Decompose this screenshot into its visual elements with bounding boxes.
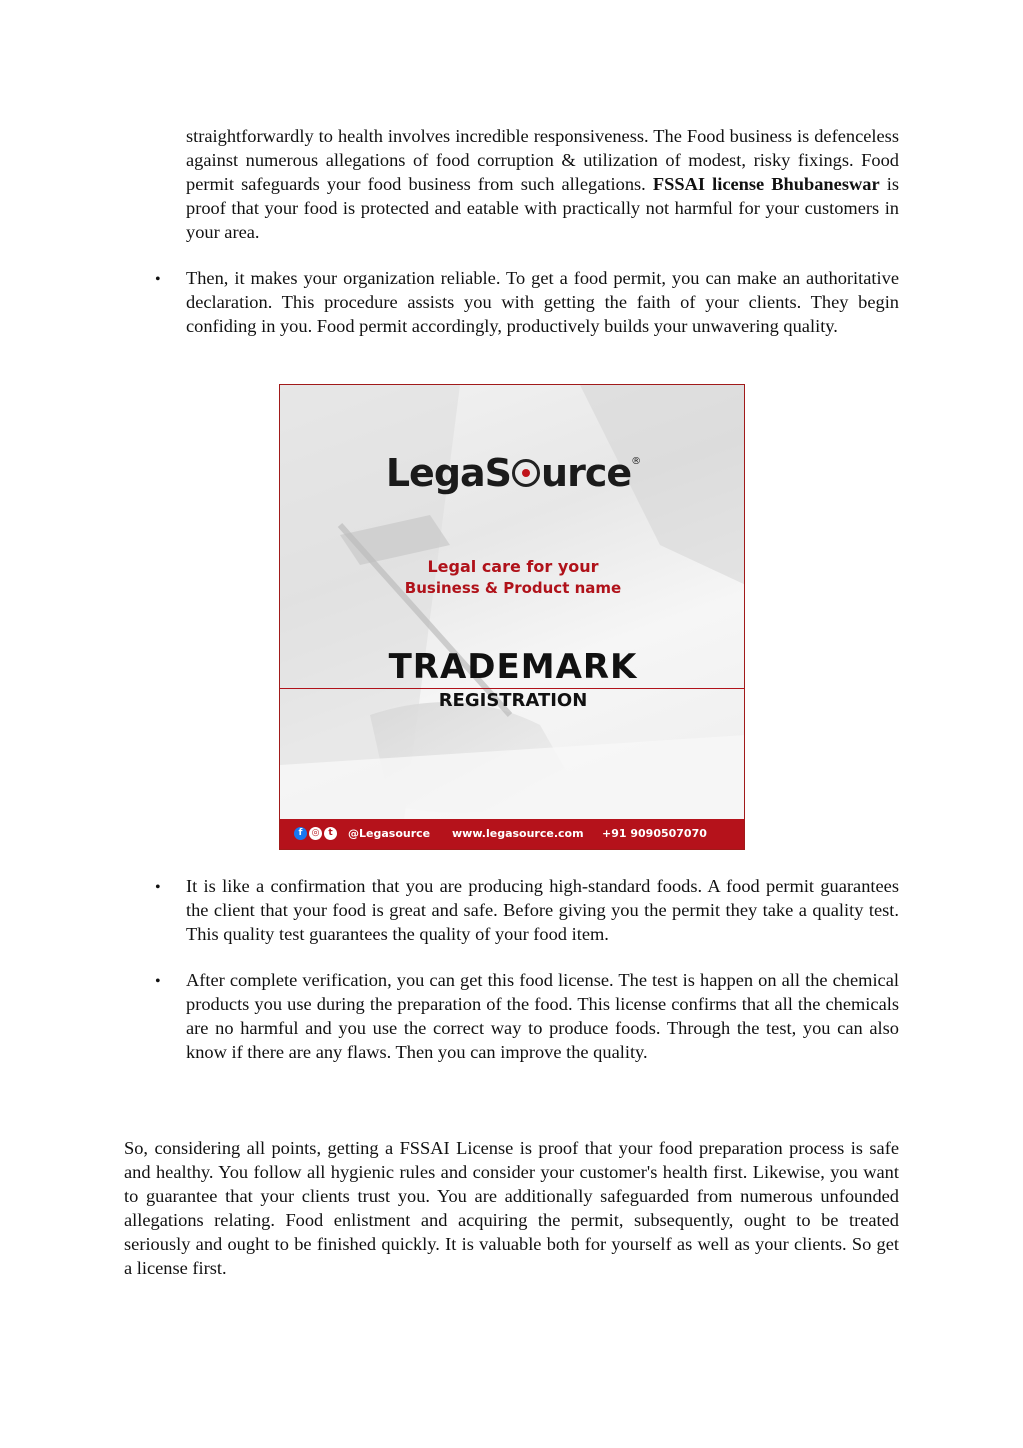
banner-subheadline: REGISTRATION — [438, 690, 588, 711]
bullet-item-confirmation: It is like a confirmation that you are producing high-standard foods. A food permit guarantees the client that your food is great and safe. Before giving you the permit they take a quality test. This quality test guarantees the quality of your food item. — [186, 876, 899, 944]
social-icons — [294, 826, 339, 840]
bullet-marker: • — [155, 879, 161, 896]
logo-text-left: LegaS — [385, 451, 512, 495]
logo-o-icon — [512, 459, 540, 487]
trademark-banner-image — [279, 384, 745, 850]
bullet-marker: • — [155, 271, 161, 288]
banner-contact-bar — [280, 819, 745, 849]
intro-paragraph — [186, 124, 899, 244]
banner-headline: TRADEMARK — [388, 647, 638, 687]
logo-text-right: urce — [541, 451, 632, 495]
legasource-logo — [280, 451, 745, 495]
intro-text-start: straightforwardly to health involves incredible responsiveness. The Food business is defenceless against numerous allegations of food corruption & utilization of modest, risky fixings. Food permit safeguards your food business from such allegations. — [186, 126, 899, 194]
phone-number: +91 9090507070 — [602, 827, 707, 840]
fssai-link-text: FSSAI license Bhubaneswar — [652, 174, 880, 194]
banner-tagline-line2: Business & Product name — [404, 579, 622, 597]
bullet-item-reliable: Then, it makes your organization reliable. To get a food permit, you can make an authoritative declaration. This procedure assists you with getting the faith of your clients. They begin confiding in you. Food permit accordingly, productively builds your unwavering quality. — [186, 268, 899, 336]
instagram-icon: ◎ — [309, 827, 322, 840]
conclusion-paragraph: So, considering all points, getting a FSSAI License is proof that your food preparation process is safe and healthy. You follow all hygienic rules and consider your customer's health first. Likewise, you want to guarantee that your clients trust you. You are additionally safeguarded from numerous unfounded allegations relating. Food enlistment and acquiring the permit, subsequently, ought to be treated seriously and ought to be finished quickly. It is valuable both for yourself as well as your clients. So get a license first. — [124, 1138, 899, 1278]
banner-tagline-line1: Legal care for your — [427, 557, 599, 576]
bullet-item-verification: After complete verification, you can get this food license. The test is happen on all the chemical products you use during the preparation of the food. This license confirms that all the chemicals are no harmful and you use the correct way to produce foods. Through the test, you can also know if there are any flaws. Then you can improve the quality. — [186, 970, 899, 1062]
website-text: www.legasource.com — [452, 827, 584, 840]
twitter-icon: t — [324, 827, 337, 840]
logo-registered-mark: ® — [631, 456, 641, 467]
intro-text-end: is proof that your food is protected and eatable with practically not harmful for your customers in your area. — [186, 174, 899, 242]
social-handle: @Legasource — [348, 827, 431, 840]
banner-divider-line — [280, 688, 745, 689]
bullet-marker: • — [155, 973, 161, 990]
facebook-icon: f — [294, 827, 307, 840]
